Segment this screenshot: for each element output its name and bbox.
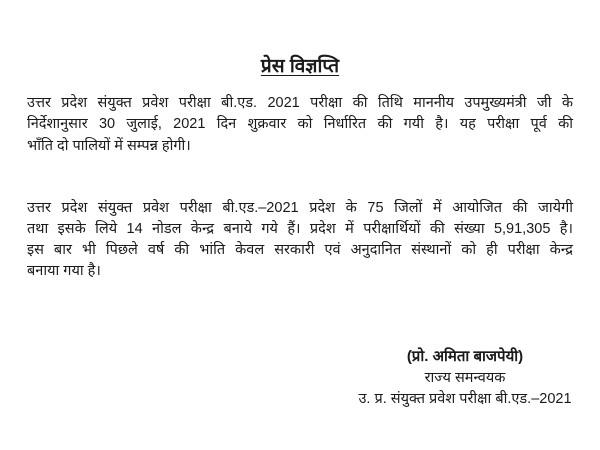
text-line: बनाया गया है। [27, 263, 101, 279]
signatory-name: (प्रो. अमिता बाजपेयी) [406, 348, 524, 365]
page-title: प्रेस विज्ञप्ति [260, 56, 340, 77]
text-line: तथा इसके लिये 14 नोडल केन्द्र बनाये गये हैं। प्रदेश में परीक्षार्थियों की संख्या 5,91,305 है। [27, 221, 573, 237]
text-line: उत्तर प्रदेश संयुक्त प्रवेश परीक्षा बी.एड.–2021 प्रदेश के 75 जिलों में आयोजित की जायेगी [27, 200, 573, 216]
text-line: निर्देशानुसार 30 जुलाई, 2021 दिन शुक्रवार को निर्धारित की गयी है। यह परीक्षा पूर्व की [27, 116, 573, 132]
signatory-designation: राज्य समन्वयक [424, 370, 506, 386]
signatory-organization: उ. प्र. संयुक्त प्रवेश परीक्षा बी.एड.–2021 [358, 391, 572, 407]
text-line: इस बार भी पिछले वर्ष की भांति केवल सरकारी एवं अनुदानित संस्थानों को ही परीक्षा केन्द्र [27, 242, 573, 258]
text-line: उत्तर प्रदेश संयुक्त प्रवेश परीक्षा बी.एड. 2021 परीक्षा की तिथि माननीय उपमुख्यमंत्री जी के [27, 95, 573, 111]
text-line: भाँति दो पालियों में सम्पन्न होगी। [27, 138, 191, 154]
